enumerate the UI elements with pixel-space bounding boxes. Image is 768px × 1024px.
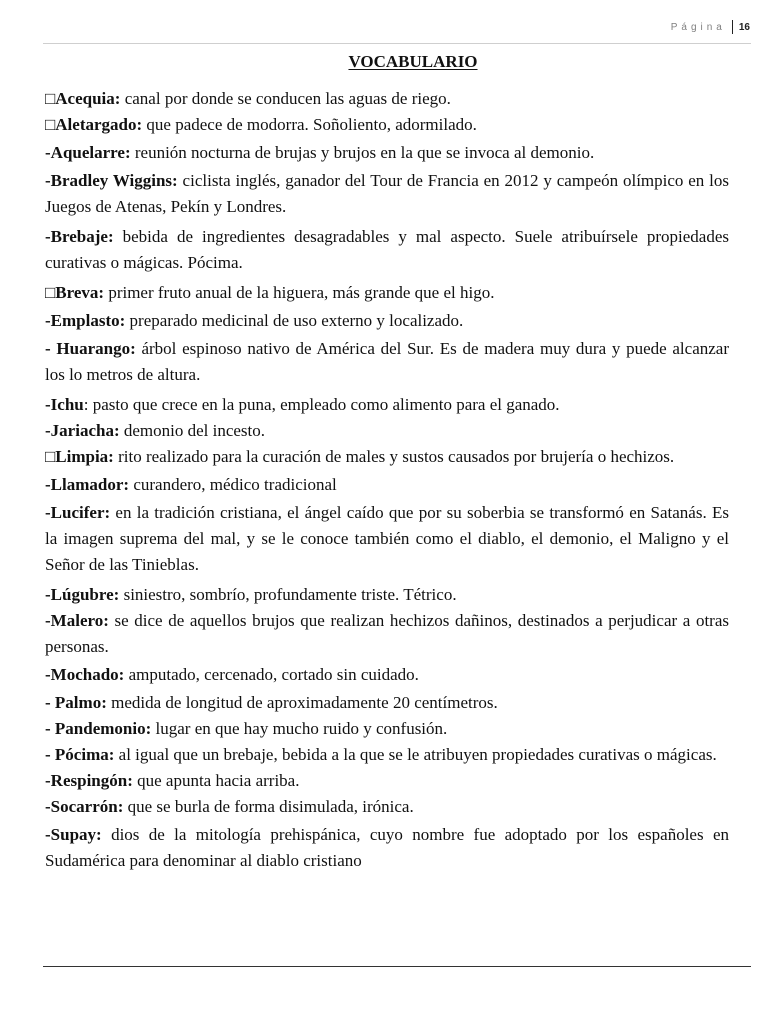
vocabulary-entry-llamador [45, 472, 729, 498]
entry-term: Socarrón: [50, 797, 124, 816]
entry-bullet: - [45, 395, 51, 414]
entry-definition: preparado medicinal de uso externo y localizado. [125, 311, 464, 330]
entry-term: Pócima: [54, 745, 115, 764]
entry-bullet: □ [45, 283, 56, 302]
entry-bullet: - [45, 719, 55, 738]
entry-definition: bebida de ingredientes desagradables y mal aspecto. Suele atribuírsele propiedades curativas o mágicas. Pócima. [45, 227, 729, 272]
vocabulary-entry-respingon [45, 768, 729, 794]
entry-definition: primer fruto anual de la higuera, más grande que el higo. [104, 283, 495, 302]
vocabulary-entry-socarron [45, 794, 729, 820]
entry-bullet: - [45, 339, 57, 358]
entry-definition: al igual que un brebaje, bebida a la que se le atribuyen propiedades curativas o mágicas. [114, 745, 717, 764]
entry-definition: que padece de modorra. Soñoliento, adormilado. [142, 115, 477, 134]
vocabulary-entry-mochado [45, 662, 729, 688]
vocabulary-entry-pandemonio [45, 716, 729, 742]
entry-definition: árbol espinoso nativo de América del Sur. Es de madera muy dura y puede alcanzar los lo metros de altura. [45, 339, 729, 384]
entry-definition: siniestro, sombrío, profundamente triste. Tétrico. [119, 585, 457, 604]
entry-term: Mochado: [50, 665, 125, 684]
entry-definition: en la tradición cristiana, el ángel caído que por su soberbia se transformó en Satanás. Es la imagen suprema del mal, y se le conoce también como el diablo, el demonio, el Maligno y el Señor de las Tinieblas. [45, 503, 729, 574]
entry-bullet: - [45, 771, 51, 790]
entry-term: Brebaje: [50, 227, 114, 246]
entry-definition: se dice de aquellos brujos que realizan hechizos dañinos, destinados a perjudicar a otras personas. [45, 611, 729, 656]
entry-term: Limpia: [55, 447, 114, 466]
entry-definition: : pasto que crece en la puna, empleado como alimento para el ganado. [83, 395, 560, 414]
header-divider [43, 43, 751, 44]
entry-definition: ciclista inglés, ganador del Tour de Francia en 2012 y campeón olímpico en los Juegos de Atenas, Pekín y Londres. [45, 171, 729, 216]
vocabulary-entry-bradley-wiggins [45, 168, 729, 220]
entry-term: Huarango: [56, 339, 136, 358]
vocabulary-entry-emplasto [45, 308, 729, 334]
entry-bullet: - [45, 745, 55, 764]
vocabulary-entry-breva [45, 280, 729, 306]
entry-bullet: - [45, 143, 51, 162]
entry-bullet: □ [45, 115, 56, 134]
entry-bullet: - [45, 311, 51, 330]
vocabulary-entry-huarango [45, 336, 729, 388]
footer-divider [43, 966, 751, 967]
entry-definition: reunión nocturna de brujas y brujos en la que se invoca al demonio. [130, 143, 595, 162]
entry-definition: que apunta hacia arriba. [132, 771, 300, 790]
entry-term: Llamador: [50, 475, 130, 494]
entry-term: Lucifer: [50, 503, 111, 522]
entry-term: Acequia: [55, 89, 121, 108]
vocabulary-entry-ichu [45, 392, 729, 418]
entry-bullet: - [45, 693, 55, 712]
entry-term: Bradley Wiggins: [50, 171, 178, 190]
entry-definition: que se burla de forma disimulada, irónica. [123, 797, 414, 816]
vocabulary-entry-limpia [45, 444, 729, 470]
entry-definition: dios de la mitología prehispánica, cuyo nombre fue adoptado por los españoles en Sudamérica para denominar al diablo cristiano [45, 825, 729, 870]
entry-term: Lúgubre: [50, 585, 120, 604]
entry-bullet: - [45, 585, 51, 604]
entry-term: Jariacha: [50, 421, 120, 440]
vocabulary-entry-palmo [45, 690, 729, 716]
vocabulary-entry-pocima [45, 742, 729, 768]
vocabulary-entry-malero [45, 608, 729, 660]
entry-bullet: - [45, 665, 51, 684]
entry-term: Ichu [50, 395, 84, 414]
page-number: 16 [738, 21, 750, 33]
entry-definition: lugar en que hay mucho ruido y confusión. [151, 719, 448, 738]
page-header [671, 20, 750, 34]
vocabulary-entry-aletargado [45, 112, 729, 138]
vocabulary-entry-lugubre [45, 582, 729, 608]
entry-definition: rito realizado para la curación de males y sustos causados por brujería o hechizos. [113, 447, 675, 466]
entry-term: Palmo: [54, 693, 107, 712]
entry-bullet: - [45, 797, 51, 816]
entry-term: Aquelarre: [50, 143, 131, 162]
vocabulary-entry-acequia [45, 86, 729, 112]
vocabulary-entry-aquelarre [45, 140, 729, 166]
entry-definition: medida de longitud de aproximadamente 20 centímetros. [106, 693, 498, 712]
header-separator [732, 20, 733, 34]
vocabulary-entry-brebaje [45, 224, 729, 276]
entry-definition: curandero, médico tradicional [129, 475, 337, 494]
page-title: VOCABULARIO [348, 52, 478, 71]
entry-definition: demonio del incesto. [119, 421, 266, 440]
entry-term: Respingón: [50, 771, 133, 790]
entry-definition: canal por donde se conducen las aguas de riego. [120, 89, 451, 108]
entry-term: Supay: [50, 825, 102, 844]
entry-bullet: - [45, 503, 51, 522]
vocabulary-entry-supay [45, 822, 729, 874]
entry-bullet: - [45, 611, 51, 630]
entry-definition: amputado, cercenado, cortado sin cuidado. [124, 665, 419, 684]
entry-bullet: □ [45, 447, 56, 466]
entry-bullet: - [45, 227, 51, 246]
entry-term: Emplasto: [50, 311, 126, 330]
entry-bullet: - [45, 825, 51, 844]
vocabulary-entry-lucifer [45, 500, 729, 578]
entry-term: Malero: [50, 611, 109, 630]
page-label: Página [670, 21, 726, 33]
entry-bullet: □ [45, 89, 56, 108]
entry-bullet: - [45, 475, 51, 494]
entry-term: Pandemonio: [54, 719, 152, 738]
vocabulary-list [45, 86, 729, 874]
entry-term: Aletargado: [55, 115, 143, 134]
entry-bullet: - [45, 171, 51, 190]
entry-term: Breva: [55, 283, 105, 302]
entry-bullet: - [45, 421, 51, 440]
vocabulary-entry-jariacha [45, 418, 729, 444]
